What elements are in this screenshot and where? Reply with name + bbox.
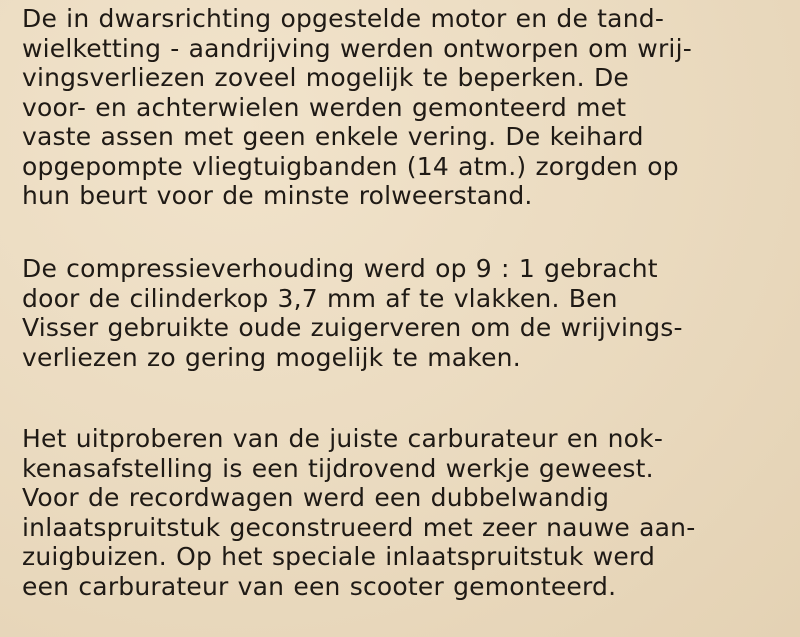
text-line: hun beurt voor de minste rolweerstand.: [22, 181, 533, 210]
text-line: door de cilinderkop 3,7 mm af te vlakken. Ben: [22, 283, 618, 313]
text-line: verliezen zo gering mogelijk te maken.: [22, 342, 521, 372]
text-line: Visser gebruikte oude zuigerveren om de wrijvings-: [22, 313, 683, 342]
text-line: opgepompte vliegtuigbanden (14 atm.) zorgden op: [22, 151, 679, 181]
paragraph-carburettor: [22, 424, 797, 601]
text-line: kenasafstelling is een tijdrovend werkje geweest.: [22, 453, 654, 483]
text-line: Voor de recordwagen werd een dubbelwandig: [22, 483, 610, 512]
text-line: zuigbuizen. Op het speciale inlaatspruitstuk werd: [22, 542, 656, 571]
text-line: De in dwarsrichting opgestelde motor en de tand-: [22, 4, 665, 33]
paragraph-compression: [22, 254, 797, 372]
text-line: inlaatspruitstuk geconstrueerd met zeer nauwe aan-: [22, 512, 696, 542]
text-line: Het uitproberen van de juiste carburateur en nok-: [22, 424, 664, 453]
text-line: De compressieverhouding werd op 9 : 1 gebracht: [22, 254, 658, 283]
text-line: voor- en achterwielen werden gemonteerd met: [22, 92, 627, 122]
text-line: vaste assen met geen enkele vering. De keihard: [22, 122, 644, 151]
text-line: vingsverliezen zoveel mogelijk te beperken. De: [22, 63, 629, 92]
paragraph-engine-drivetrain: [22, 4, 797, 211]
text-line: wielketting - aandrijving werden ontworpen om wrij-: [22, 33, 692, 63]
text-line: een carburateur van een scooter gemonteerd.: [22, 571, 617, 601]
